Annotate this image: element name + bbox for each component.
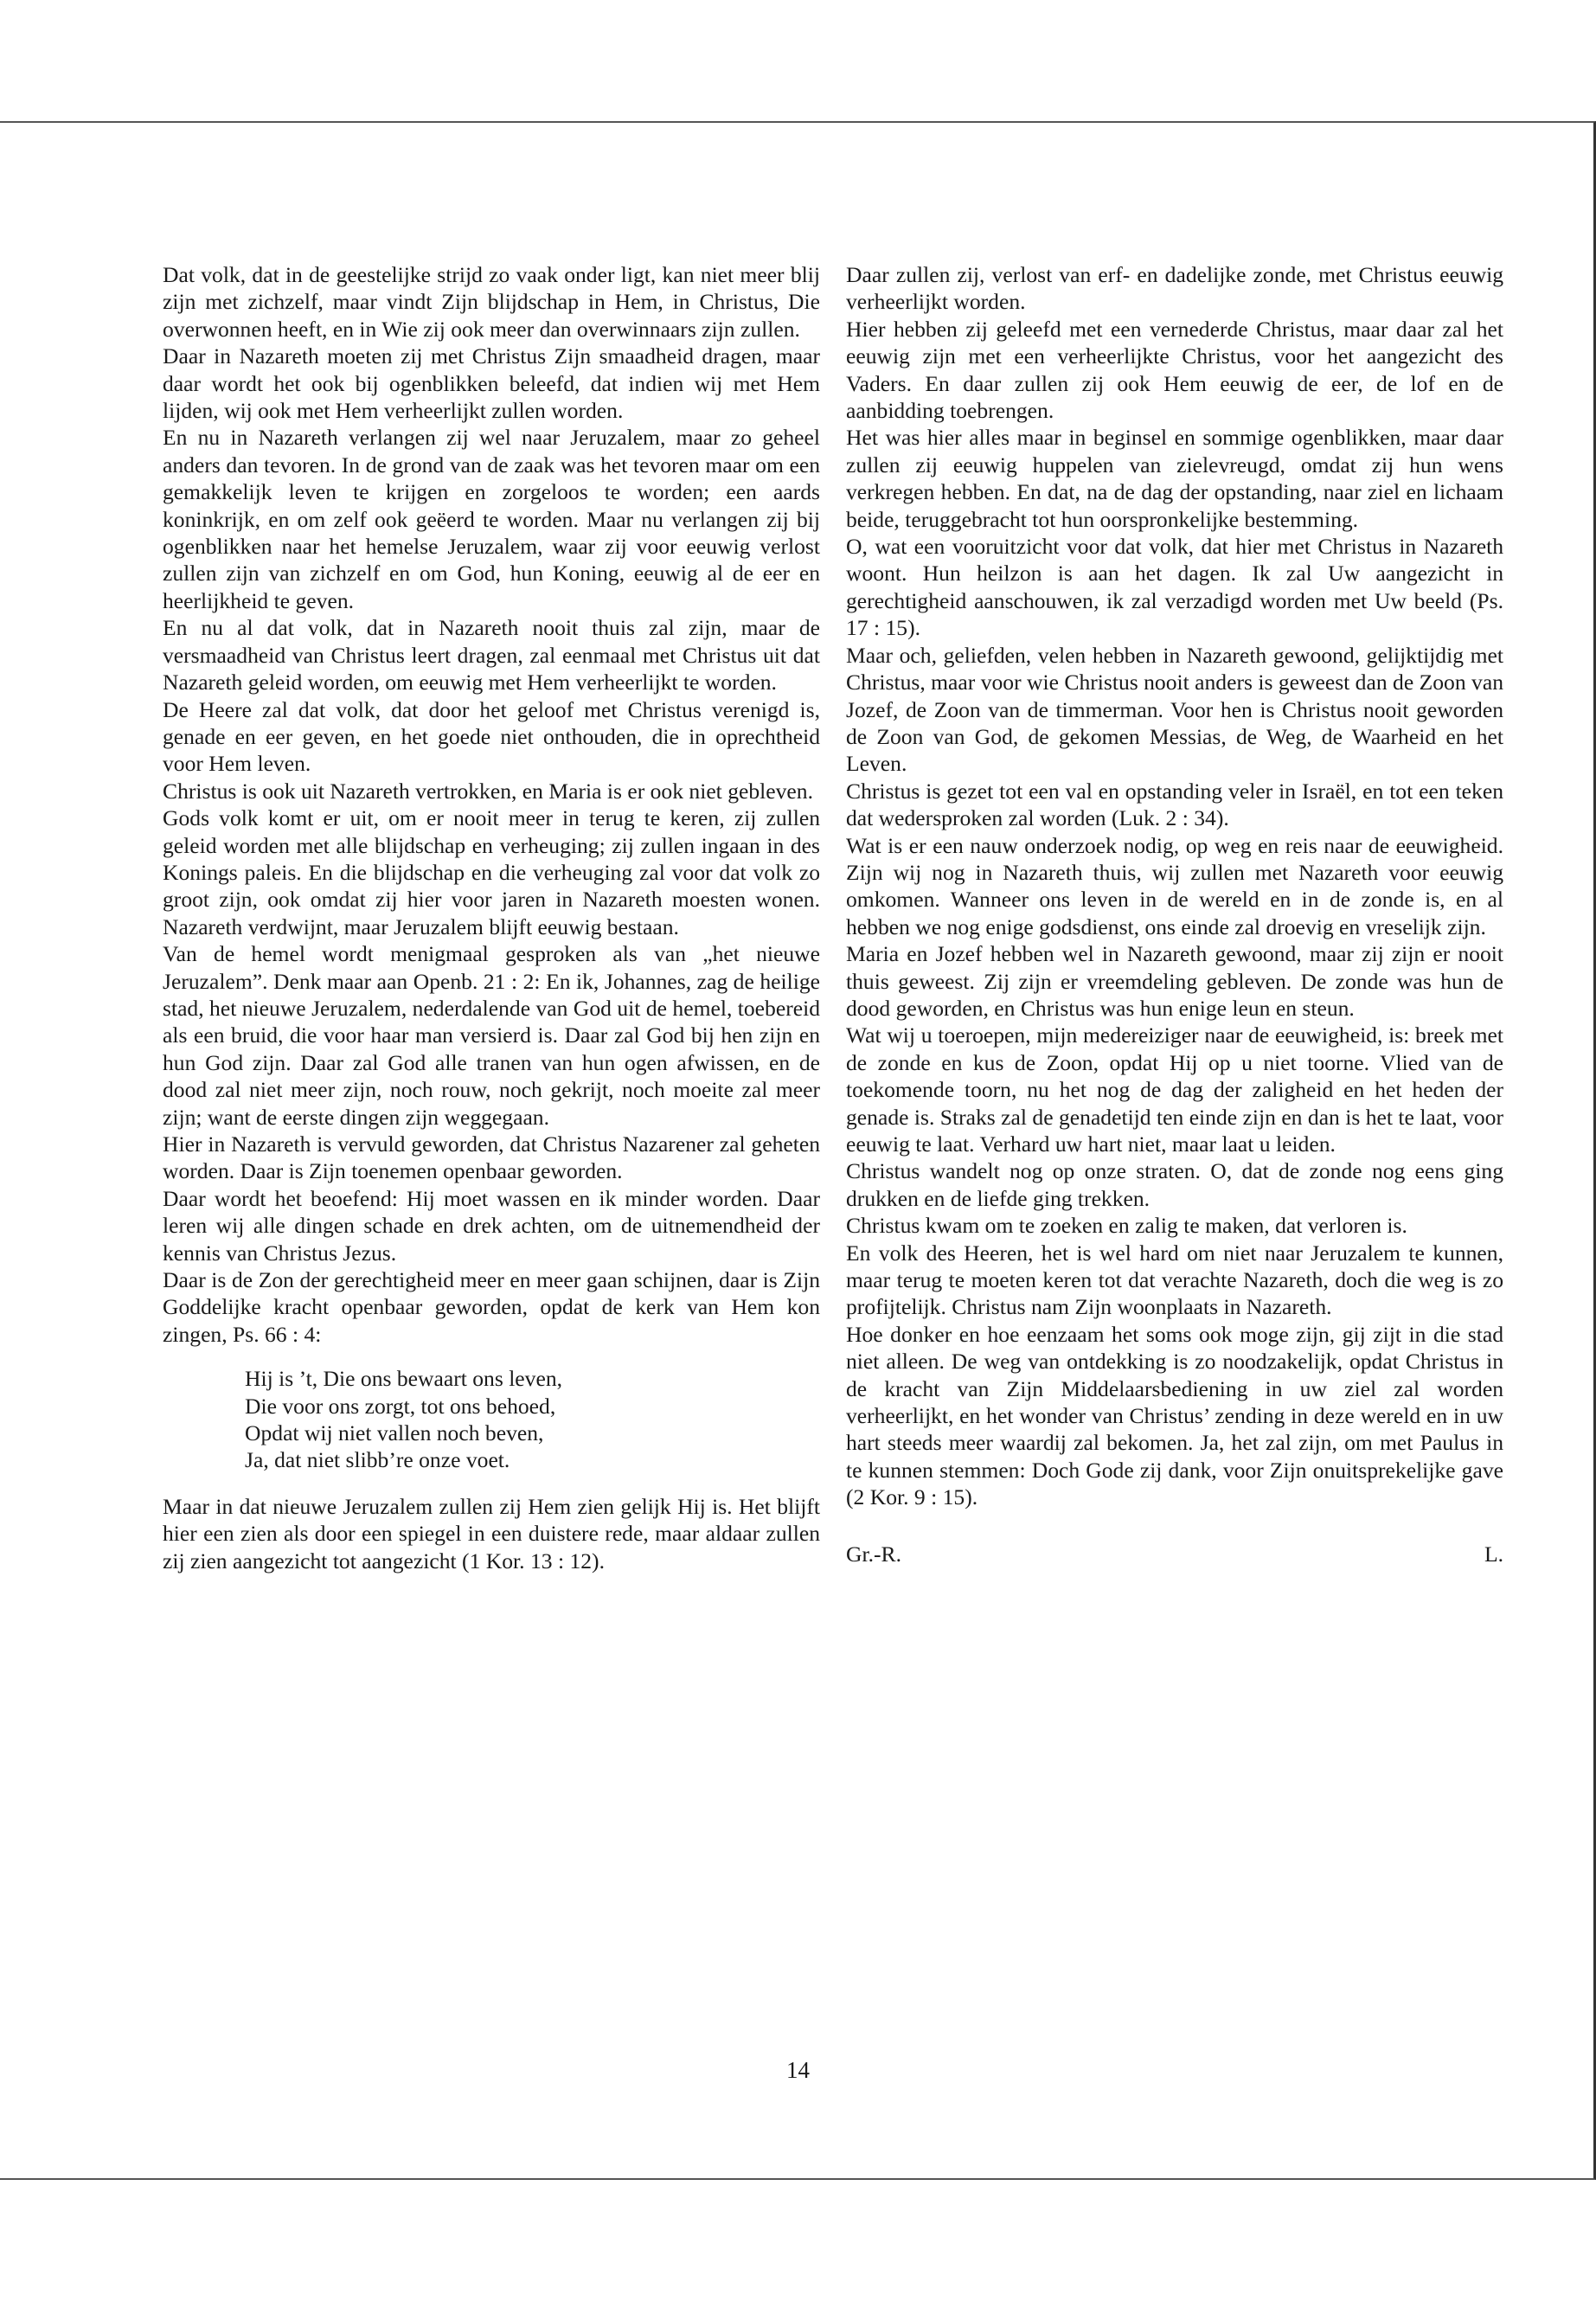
paragraph: Hier hebben zij geleefd met een vernederde Christus, maar daar zal het eeuwig zijn met een verheerlijkte Christus, voor het aangezicht des Vaders. En daar zullen zij ook Hem eeuwig de eer, de lof en de aanbidding toebrengen. <box>846 316 1503 424</box>
paragraph: Christus wandelt nog op onze straten. O, dat de zonde nog eens ging drukken en de liefde ging trekken. <box>846 1158 1503 1211</box>
signature-initial: L. <box>1484 1541 1503 1567</box>
paragraph: Dat volk, dat in de geestelijke strijd zo vaak onder ligt, kan niet meer blij zijn met zichzelf, maar vindt Zijn blijdschap in Hem, in Christus, Die overwonnen heeft, en in Wie zij ook meer dan overwinnaars zijn zullen. <box>163 262 820 342</box>
paragraph: Daar in Nazareth moeten zij met Christus Zijn smaadheid dragen, maar daar wordt het ook bij ogenblikken beleefd, dat indien wij met Hem lijden, wij ook met Hem verheerlijkt zullen worden. <box>163 343 820 424</box>
paragraph: Christus kwam om te zoeken en zalig te maken, dat verloren is. <box>846 1213 1407 1239</box>
verse-line: Die voor ons zorgt, tot ons behoed, <box>245 1393 556 1419</box>
paragraph: En volk des Heeren, het is wel hard om niet naar Jeruzalem te kunnen, maar terug te moeten keren tot dat verachte Nazareth, doch die weg is zo profijtelijk. Christus nam Zijn woonplaats in Nazareth. <box>846 1240 1503 1320</box>
paragraph: Christus is ook uit Nazareth vertrokken, en Maria is er ook niet gebleven. <box>163 778 813 804</box>
verse-line: Ja, dat niet slibb’re onze voet. <box>245 1447 510 1473</box>
paragraph: En nu al dat volk, dat in Nazareth nooit thuis zal zijn, maar de versmaadheid van Christus leert dragen, zal eenmaal met Christus uit dat Nazareth geleid worden, om eeuwig met Hem verheerlijkt te worden. <box>163 615 820 695</box>
paragraph: Wat is er een nauw onderzoek nodig, op weg en reis naar de eeuwigheid. Zijn wij nog in Nazareth thuis, wij zullen met Nazareth voor eeuwig omkomen. Wanneer ons leven in de wereld en in de zonde is, en al hebben we nog enige godsdienst, ons einde zal droevig en vreselijk zijn. <box>846 832 1503 939</box>
closing-paragraph: Maar in dat nieuwe Jeruzalem zullen zij Hem zien gelijk Hij is. Het blijft hier een zien als door een spiegel in een duistere rede, maar aldaar zullen zij zien aangezicht tot aangezicht (1 Kor. 13 : 12). <box>163 1493 820 1574</box>
paragraph: Het was hier alles maar in beginsel en sommige ogenblikken, maar daar zullen zij eeuwig huppelen van zielevreugd, omdat zij hun wens verkregen hebben. En dat, na de dag der opstanding, naar ziel en lichaam beide, teruggebracht tot hun oorspronkelijke bestemming. <box>846 425 1503 532</box>
left-column <box>163 261 820 1574</box>
paragraph: En nu in Nazareth verlangen zij wel naar Jeruzalem, maar zo geheel anders dan tevoren. In de grond van de zaak was het tevoren maar om een gemakkelijk leven te krijgen en zorgeloos te worden; een aards koninkrijk, en om zelf ook geëerd te worden. Maar nu verlangen zij bij ogenblikken naar het hemelse Jeruzalem, waar zij voor eeuwig verlost zullen zijn van zichzelf en om God, hun Koning, eeuwig al de eer en heerlijkheid te geven. <box>163 425 820 613</box>
paragraph: Daar zullen zij, verlost van erf- en dadelijke zonde, met Christus eeuwig verheerlijkt worden. <box>846 262 1503 315</box>
paragraph: Wat wij u toeroepen, mijn medereiziger naar de eeuwigheid, is: breek met de zonde en kus de Zoon, opdat Hij op u niet toorne. Vlied van de toekomende toorn, nu het nog de dag der zaligheid en het heden der genade is. Straks zal de genadetijd ten einde zijn en dan is het te laat, voor eeuwig te laat. Verhard uw hart niet, maar laat u leiden. <box>846 1022 1503 1157</box>
paragraph: Hier in Nazareth is vervuld geworden, dat Christus Nazarener zal geheten worden. Daar is Zijn toenemen openbaar geworden. <box>163 1131 820 1184</box>
paragraph: Hoe donker en hoe eenzaam het soms ook moge zijn, gij zijt in die stad niet alleen. De weg van ontdekking is zo noodzakelijk, opdat Christus in de kracht van Zijn Middelaarsbediening in uw ziel zal worden verheerlijkt, en het wonder van Christus’ zending in deze wereld en in uw hart steeds meer waardij zal bekomen. Ja, het zal zijn, om met Paulus in te kunnen stemmen: Doch Gode zij dank, voor Zijn onuitsprekelijke gave (2 Kor. 9 : 15). <box>846 1321 1503 1510</box>
psalm-verse <box>245 1365 820 1474</box>
paragraph: Daar is de Zon der gerechtigheid meer en meer gaan schijnen, daar is Zijn Goddelijke kracht openbaar geworden, opdat de kerk van Hem kon zingen, Ps. 66 : 4: <box>163 1267 820 1347</box>
paragraph: Maar och, geliefden, velen hebben in Nazareth gewoond, gelijktijdig met Christus, maar voor wie Christus nooit anders is geweest dan de Zoon van Jozef, de Zoon van de timmerman. Voor hen is Christus nooit geworden de Zoon van God, de gekomen Messias, de Weg, de Waarheid en het Leven. <box>846 642 1503 777</box>
paragraph: O, wat een vooruitzicht voor dat volk, dat hier met Christus in Nazareth woont. Hun heilzon is aan het dagen. Ik zal Uw aangezicht in gerechtigheid aanschouwen, ik zal verzadigd worden met Uw beeld (Ps. 17 : 15). <box>846 534 1503 641</box>
verse-line: Opdat wij niet vallen noch beven, <box>245 1420 544 1446</box>
paragraph: Maria en Jozef hebben wel in Nazareth gewoond, maar zij zijn er nooit thuis geweest. Zij zijn er vreemdeling gebleven. De zonde was hun de dood geworden, en Christus was hun enige leun en steun. <box>846 941 1503 1021</box>
paragraph: Van de hemel wordt menigmaal gesproken als van „het nieuwe Jeruzalem”. Denk maar aan Openb. 21 : 2: En ik, Johannes, zag de heilige stad, het nieuwe Jeruzalem, nederdalende van God uit de hemel, toebereid als een bruid, die voor haar man versierd is. Daar zal God bij hen zijn en hun God zijn. Daar zal God alle tranen van hun ogen afwissen, en de dood zal niet meer zijn, noch rouw, noch gekrijt, noch moeite zal meer zijn; want de eerste dingen zijn weggegaan. <box>163 941 820 1130</box>
paragraph: Daar wordt het beoefend: Hij moet wassen en ik minder worden. Daar leren wij alle dingen schade en drek achten, om de uitnemendheid der kennis van Christus Jezus. <box>163 1185 820 1266</box>
signature-place: Gr.-R. <box>846 1541 901 1567</box>
paragraph: Gods volk komt er uit, om er nooit meer in terug te keren, zij zullen geleid worden met alle blijdschap en verheuging; zij zullen ingaan in des Konings paleis. En die blijdschap en die verheuging zal voor dat volk zo groot zijn, ook omdat zij hier voor jaren in Nazareth moesten wonen. Nazareth verdwijnt, maar Jeruzalem blijft eeuwig bestaan. <box>163 805 820 939</box>
paragraph: Christus is gezet tot een val en opstanding veler in Israël, en tot een teken dat wedersproken zal worden (Luk. 2 : 34). <box>846 778 1503 831</box>
verse-line: Hij is ’t, Die ons bewaart ons leven, <box>245 1366 563 1392</box>
right-column <box>846 261 1503 1567</box>
paragraph: De Heere zal dat volk, dat door het geloof met Christus verenigd is, genade en eer geven, en het goede niet onthouden, die in oprechtheid voor Hem leven. <box>163 696 820 777</box>
page-number: 14 <box>786 2057 810 2083</box>
signature <box>846 1541 1503 1567</box>
